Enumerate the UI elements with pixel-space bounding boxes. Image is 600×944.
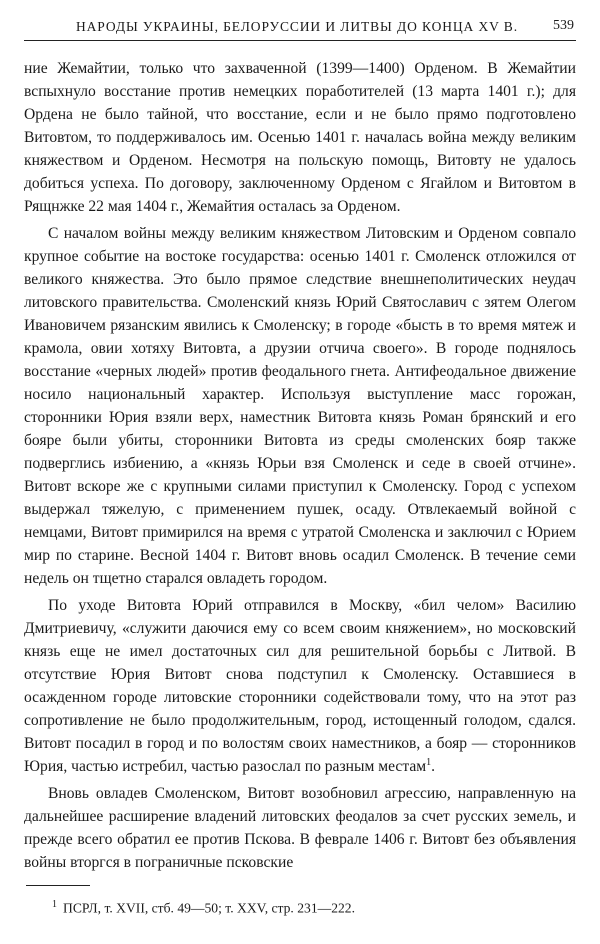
page-header (24, 14, 576, 41)
footnote (52, 899, 572, 917)
running-head: НАРОДЫ УКРАИНЫ, БЕЛОРУССИИ И ЛИТВЫ ДО КОНЦА XV В. (76, 19, 518, 34)
paragraph-1: ние Жемайтии, только что захваченной (1399—1400) Орденом. В Жемайтии вспыхнуло восстание против немецких поработителей (13 марта 1401 г.); для Ордена не было тайной, что восстание, если и не было прямо подготовлено Витовтом, то поддерживалось им. Осенью 1401 г. началась война между великим княжеством и Орденом. Несмотря на польскую помощь, Витовту не удалось добиться успеха. По договору, заключенному Орденом с Ягайлом и Витовтом в Рящнжке 22 мая 1404 г., Жемайтия осталась за Орденом. (24, 60, 576, 215)
page-number: 539 (553, 18, 574, 33)
paragraph-3-text: По уходе Витовта Юрий отправился в Москву, «бил челом» Василию Дмитриевичу, «служити даючися ему со всем своим княжением», но московский князь еще не имел достаточных сил для решительной борьбы с Литвой. В отсутствие Юрия Витовт снова подступил к Смоленску. Оставшиеся в осажденном городе литовские сторонники содействовали тому, что на этот раз сопротивление не было продолжительным, город, истощенный голодом, сдался. Витовт посадил в город и по волостям своих наместников, а бояр — сторонников Юрия, частью истребил, частью разослал по разным местам (24, 597, 576, 775)
footnote-reference[interactable]: 1 (426, 756, 432, 768)
footnote-divider (26, 885, 90, 886)
paragraph-4: Вновь овладев Смоленском, Витовт возобновил агрессию, направленную на дальнейшее расширение владений литовских феодалов за счет русских земель, и прежде всего обратил ее против Пскова. В феврале 1406 г. Витовт без объявления войны вторгся в пограничные псковские (24, 785, 576, 871)
footnote-mark: 1 (52, 899, 57, 910)
paragraph-2: С началом войны между великим княжеством Литовским и Орденом совпало крупное событие на востоке государства: осенью 1401 г. Смоленск отложился от великого княжества. Это было прямое следствие внешнеполитических неудач литовского правительства. Смоленский князь Юрий Святославич с зятем Олегом Ивановичем рязанским явились к Смоленску; в городе «бысть в то время мятеж и крамола, овии хотяху Витовта, а друзии отчича своего». В городе поднялось восстание «черных людей» против феодального гнета. Антифеодальное движение носило национальный характер. Используя выступление масс горожан, сторонники Юрия взяли верх, наместник Витовта князь Роман брянский и его бояре были убиты, сторонники Витовта из среды смоленских бояр также подверглись избиению, а «князь Юрьи взя Смоленск и седе в своей отчине». Витовт вскоре же с крупными силами приступил к Смоленску. Город с успехом выдержал тяжелую, с применением пушек, осаду. Отвлекаемый войной с немцами, Витовт примирился на время с утратой Смоленска и заключил с Юрием мир по старине. Весной 1404 г. Витовт вновь осадил Смоленск. В течение семи недель он тщетно старался овладеть городом. (24, 225, 576, 587)
body-text (24, 57, 576, 874)
paragraph-3: По уходе Витовта Юрий отправился в Москву, «бил челом» Василию Дмитриевичу, «служити даючися ему со всем своим княжением», но московский князь еще не имел достаточных сил для решительной борьбы с Литвой. В отсутствие Юрия Витовт снова подступил к Смоленску. Оставшиеся в осажденном городе литовские сторонники содействовали тому, что на этот раз сопротивление не было продолжительным, город, истощенный голодом, сдался. Витовт посадил в город и по волостям своих наместников, а бояр — сторонников Юрия, частью истребил, частью разослал по разным местам$^1$. (24, 597, 576, 775)
footnote-text: ПСРЛ, т. XVII, стб. 49—50; т. XXV, стр. 231—222. (63, 900, 355, 916)
